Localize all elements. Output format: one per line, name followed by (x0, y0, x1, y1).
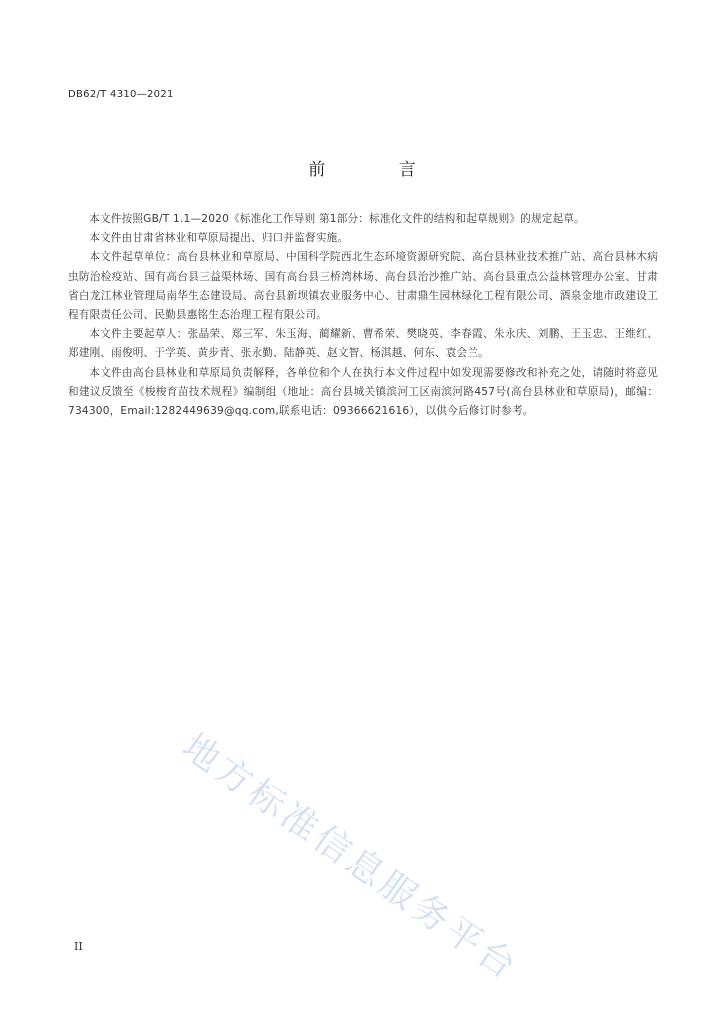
body-text (68, 210, 658, 421)
section-title: 前 言 (308, 160, 450, 180)
paragraph-feedback: 本文件由高台县林业和草原局负责解释，各单位和个人在执行本文件过程中如发现需要修改和补充之处，请随时将意见和建议反馈至《梭梭育苗技术规程》编制组（地址：高台县城关镇滨河工区南滨河路457号(高台县林业和草原局)，邮编：734300，Email:1282449639@qq.com,联系电话：09366621616），以供今后修订时参考。 (68, 366, 658, 418)
paragraph-drafting-rules: 本文件按照GB/T 1.1—2020《标准化工作导则 第1部分：标准化文件的结构和起草规则》的规定起草。 (89, 213, 585, 225)
page-number: II (74, 940, 83, 953)
document-code: DB62/T 4310—2021 (68, 89, 174, 100)
paragraph-proposer: 本文件由甘肃省林业和草原局提出、归口并监督实施。 (89, 232, 349, 245)
paragraph-main-drafters: 本文件主要起草人：张晶荣、郑三军、朱玉海、蔺耀新、曹希荣、樊晓英、李春霞、朱永庆、刘鹏、王玉忠、王维红、郑建刚、雨俊明、于学英、黄步青、张永勤、陆静英、赵文智、杨淇越、何东、袁会兰。 (68, 328, 658, 360)
watermark: 地方标准信息服务平台 (174, 726, 526, 990)
paragraph-drafting-units: 本文件起草单位：高台县林业和草原局、中国科学院西北生态环境资源研究院、高台县林业技术推广站、高台县林木病虫防治检疫站、国有高台县三益渠林场、国有高台县三桥湾林场、高台县治沙推广站、高台县重点公益林管理办公室、甘肃省白龙江林业管理局南华生态建设局、高台县新坝镇农业服务中心、甘肃鼎生园林绿化工程有限公司、酒泉金地市政建设工程有限责任公司、民勤县惠铭生态治理工程有限公司。 (68, 251, 658, 322)
